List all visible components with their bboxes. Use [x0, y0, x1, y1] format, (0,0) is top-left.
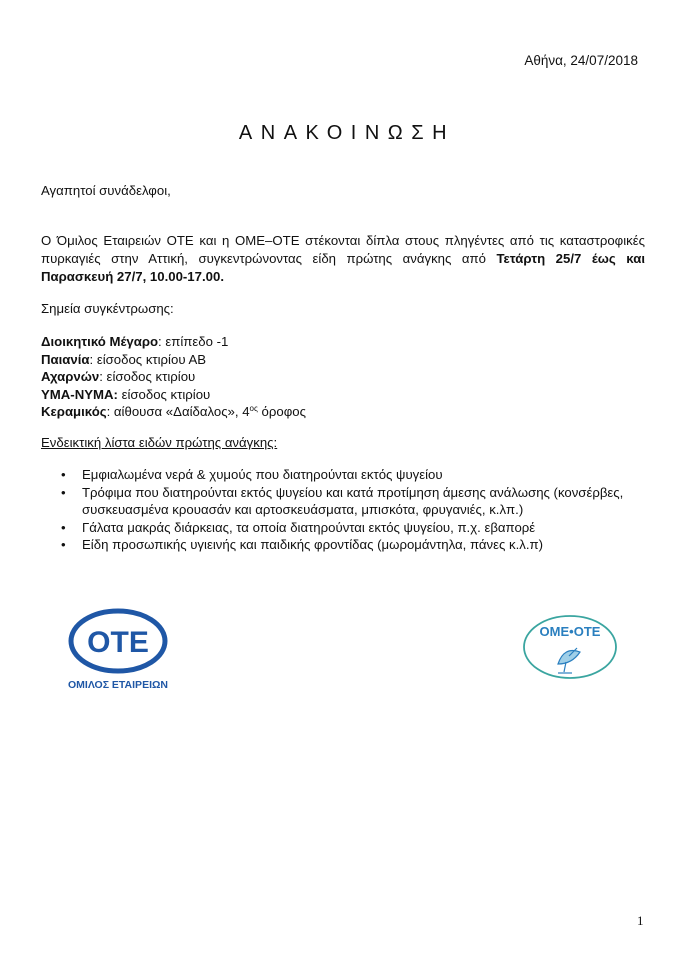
page-number: 1 — [637, 913, 644, 928]
list-item-text: Είδη προσωπικής υγιεινής και παιδικής φροντίδας (μωρομάντηλα, πάνες κ.λ.π) — [82, 537, 544, 552]
collection-point — [41, 368, 306, 386]
ome-logo-text: ΟΜΕ•ΟΤΕ — [539, 624, 601, 639]
point-detail: : είσοδος κτιρίου — [99, 369, 196, 385]
point-name: Κεραμικός — [41, 404, 107, 420]
list-item-text: Εμφιαλωμένα νερά & χυμούς που διατηρούνται εκτός ψυγείου — [82, 467, 443, 482]
collection-point — [41, 333, 306, 351]
point-name: Παιανία — [41, 351, 90, 367]
bullet-icon: • — [61, 467, 66, 482]
point-name: ΥΜΑ-ΝΥΜΑ: — [41, 386, 118, 402]
point-name: Αχαρνών — [41, 369, 100, 385]
ote-logo-text: ΟΤΕ — [87, 626, 149, 659]
bullet-icon: • — [61, 519, 66, 535]
greeting: Αγαπητοί συνάδελφοι, — [41, 183, 171, 198]
point-detail: : αίθουσα «Δαίδαλος», 4 — [106, 404, 250, 420]
collection-points-title: Σημεία συγκέντρωσης: — [41, 301, 174, 316]
satellite-dish-icon — [558, 648, 580, 673]
supplies-list-title: Ενδεικτική λίστα ειδών πρώτης ανάγκης: — [41, 435, 278, 450]
list-item-text: Τρόφιμα που διατηρούνται εκτός ψυγείου και κατά προτίμηση άμεσης ανάλωσης (κονσέρβες, συσκευασμένα κρουασάν και αρτοσκευάσματα, μπισκότα, φρυγανιές, κ.λπ.) — [82, 484, 624, 517]
intro-text: Ο Όμιλος Εταιρειών ΟΤΕ και η ΟΜΕ–ΟΤΕ στέκονται δίπλα στους πληγέντες από τις καταστροφικές πυρκαγιές στην Αττική, συγκεντρώνοντας είδη πρώτης ανάγκης από — [41, 233, 645, 266]
list-item — [41, 519, 641, 537]
bullet-icon: • — [61, 537, 66, 552]
point-detail: είσοδος κτιρίου — [117, 386, 211, 402]
list-item — [41, 536, 641, 554]
point-detail: : επίπεδο -1 — [158, 334, 229, 349]
ordinal-suffix: ος — [249, 404, 258, 414]
ote-logo-subtitle: ΟΜΙΛΟΣ ΕΤΑΙΡΕΙΩΝ — [67, 679, 169, 691]
intro-paragraph — [41, 232, 645, 286]
ote-logo — [58, 608, 178, 693]
document-date: Αθήνα, 24/07/2018 — [524, 53, 638, 68]
collection-point — [41, 403, 306, 421]
bullet-icon: • — [61, 484, 66, 500]
supplies-list — [41, 466, 641, 554]
point-name: Διοικητικό Μέγαρο — [41, 334, 159, 349]
collection-point — [41, 386, 306, 404]
collection-points-list — [41, 333, 306, 421]
list-item — [41, 466, 641, 484]
list-item — [41, 484, 641, 519]
ome-ote-logo — [520, 612, 620, 682]
collection-point — [41, 351, 306, 369]
intro-dates: Τετάρτη 25/7 έως και Παρασκευή 27/7, 10.00-17.00. — [41, 251, 645, 284]
point-detail-after: όροφος — [257, 404, 306, 420]
document-title: ΑΝΑΚΟΙΝΩΣΗ — [238, 122, 456, 144]
list-item-text: Γάλατα μακράς διάρκειας, τα οποία διατηρούνται εκτός ψυγείου, π.χ. εβαπορέ — [82, 519, 536, 535]
point-detail: : είσοδος κτιρίου ΑΒ — [89, 351, 207, 367]
